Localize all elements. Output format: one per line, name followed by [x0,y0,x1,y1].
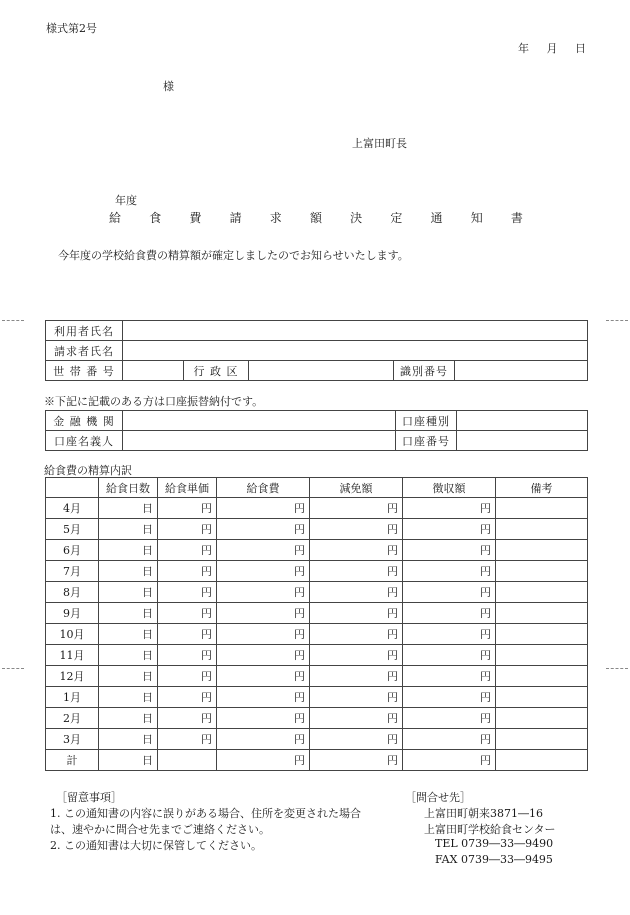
intro-text: 今年度の学校給食費の精算額が確定しましたのでお知らせいたします。 [58,249,409,262]
col-month [46,478,99,498]
cell-days[interactable]: 日 [99,561,158,582]
cell-reduction[interactable]: 円 [310,624,403,645]
cell-fee[interactable]: 円 [217,519,310,540]
contact-heading: ［問合せ先］ [405,791,471,804]
table-row [46,750,588,771]
cell-remarks[interactable] [496,645,588,666]
cell-collected[interactable]: 円 [403,750,496,771]
cell-remarks[interactable] [496,603,588,624]
table-row [46,561,588,582]
cell-days[interactable]: 日 [99,624,158,645]
cell-month: 12月 [46,666,99,687]
cell-remarks[interactable] [496,519,588,540]
title-char: 定 [390,211,403,225]
cell-reduction[interactable]: 円 [310,666,403,687]
cell-price[interactable]: 円 [158,519,217,540]
cell-days[interactable]: 日 [99,729,158,750]
cell-remarks[interactable] [496,687,588,708]
cut-line-left [2,668,24,669]
cell-price[interactable]: 円 [158,666,217,687]
cell-fee[interactable]: 円 [217,708,310,729]
table-row [46,624,588,645]
title-char: 通 [430,211,443,225]
title-char: 知 [470,211,483,225]
cell-collected[interactable]: 円 [403,624,496,645]
table-row [46,603,588,624]
district-field[interactable] [249,361,394,381]
contact-address: 上富田町朝来3871―16 [424,807,543,820]
cell-fee[interactable]: 円 [217,561,310,582]
col-reduction: 減免額 [310,478,403,498]
cell-month: 2月 [46,708,99,729]
cell-remarks[interactable] [496,540,588,561]
date-day: 日 [575,42,586,55]
table-row [46,687,588,708]
claimant-name-field[interactable] [123,341,588,361]
contact-office: 上富田町学校給食センター [424,823,556,836]
account-type-field[interactable] [457,411,588,431]
cell-reduction[interactable]: 円 [310,540,403,561]
breakdown-title: 給食費の精算内訳 [44,464,132,477]
cell-fee[interactable]: 円 [217,603,310,624]
cell-month: 9月 [46,603,99,624]
cell-days[interactable]: 日 [99,708,158,729]
cell-days[interactable]: 日 [99,498,158,519]
cell-fee[interactable]: 円 [217,498,310,519]
table-row [46,540,588,561]
cell-collected[interactable]: 円 [403,498,496,519]
bank-transfer-note: ※下記に記載のある方は口座振替納付です。 [44,395,264,408]
cell-month: 1月 [46,687,99,708]
title-char: 費 [189,211,202,225]
cell-remarks[interactable] [496,561,588,582]
title-char: 求 [269,211,282,225]
cell-month: 10月 [46,624,99,645]
title-char: 給 [109,211,122,225]
col-fee: 給食費 [217,478,310,498]
form-number: 様式第2号 [46,22,97,35]
cell-remarks[interactable] [496,666,588,687]
cell-days[interactable]: 日 [99,750,158,771]
cut-line-right [606,320,628,321]
cell-month: 4月 [46,498,99,519]
issuer-name: 上富田町長 [352,137,407,150]
issue-date [518,40,586,56]
cell-month: 計 [46,750,99,771]
document-title [109,209,523,226]
table-row [46,519,588,540]
cell-price[interactable]: 円 [158,624,217,645]
cell-days[interactable]: 日 [99,582,158,603]
cell-collected[interactable]: 円 [403,645,496,666]
cell-collected[interactable]: 円 [403,519,496,540]
cell-month: 8月 [46,582,99,603]
col-unit-price: 給食単価 [158,478,217,498]
cell-collected[interactable]: 円 [403,582,496,603]
date-year: 年 [518,42,529,55]
table-row [46,708,588,729]
cell-remarks[interactable] [496,582,588,603]
user-name-field[interactable] [123,321,588,341]
cell-price[interactable]: 円 [158,498,217,519]
cell-fee[interactable]: 円 [217,729,310,750]
breakdown-table [45,477,588,771]
cell-price[interactable]: 円 [158,540,217,561]
cell-month: 11月 [46,645,99,666]
id-no-label: 識別番号 [394,361,455,381]
cell-price[interactable]: 円 [158,582,217,603]
cell-fee[interactable]: 円 [217,624,310,645]
fiscal-year-label: 年度 [115,194,137,207]
cell-price[interactable]: 円 [158,729,217,750]
cell-fee[interactable]: 円 [217,687,310,708]
date-month: 月 [546,42,558,55]
col-days: 給食日数 [99,478,158,498]
cell-fee[interactable]: 円 [217,666,310,687]
cell-fee[interactable]: 円 [217,645,310,666]
account-holder-field[interactable] [123,431,396,451]
cell-reduction[interactable]: 円 [310,750,403,771]
account-no-field[interactable] [457,431,588,451]
title-char: 決 [350,211,363,225]
cell-month: 3月 [46,729,99,750]
account-holder-label: 口座名義人 [46,431,123,451]
table-row [46,582,588,603]
district-label: 行 政 区 [184,361,249,381]
cell-price[interactable]: 円 [158,687,217,708]
cell-reduction[interactable]: 円 [310,603,403,624]
id-no-field[interactable] [455,361,588,381]
cell-reduction[interactable]: 円 [310,561,403,582]
user-name-label: 利用者氏名 [46,321,123,341]
cell-remarks[interactable] [496,498,588,519]
bank-account-table [45,410,588,451]
note-item-1: 1. この通知書の内容に誤りがある場合、住所を変更された場合 [50,807,361,820]
notes-heading: ［留意事項］ [56,791,122,804]
cell-price[interactable]: 円 [158,645,217,666]
account-type-label: 口座種別 [396,411,457,431]
cell-reduction[interactable]: 円 [310,708,403,729]
note-item-1-cont: は、速やかに問合せ先までご連絡ください。 [50,823,270,836]
table-row [46,729,588,750]
cell-collected[interactable]: 円 [403,729,496,750]
cell-collected[interactable]: 円 [403,603,496,624]
col-remarks: 備考 [496,478,588,498]
cell-reduction[interactable]: 円 [310,498,403,519]
cell-price[interactable] [158,750,217,771]
cut-line-right [606,668,628,669]
cut-line-left [2,320,24,321]
cell-reduction[interactable]: 円 [310,645,403,666]
table-row [46,498,588,519]
cell-reduction[interactable]: 円 [310,582,403,603]
cell-collected[interactable]: 円 [403,708,496,729]
cell-days[interactable]: 日 [99,519,158,540]
cell-reduction[interactable]: 円 [310,687,403,708]
cell-days[interactable]: 日 [99,603,158,624]
title-char: 食 [149,211,162,225]
cell-remarks[interactable] [496,729,588,750]
breakdown-header-row [46,478,588,498]
col-collected: 徴収額 [403,478,496,498]
cell-month: 5月 [46,519,99,540]
cell-reduction[interactable]: 円 [310,729,403,750]
cell-price[interactable]: 円 [158,603,217,624]
institution-label: 金 融 機 関 [46,411,123,431]
table-row [46,666,588,687]
note-item-2: 2. この通知書は大切に保管してください。 [50,839,262,852]
cell-remarks[interactable] [496,708,588,729]
cell-price[interactable]: 円 [158,561,217,582]
cell-remarks[interactable] [496,624,588,645]
cell-days[interactable]: 日 [99,666,158,687]
cell-remarks[interactable] [496,750,588,771]
cell-reduction[interactable]: 円 [310,519,403,540]
cell-collected[interactable]: 円 [403,687,496,708]
title-char: 請 [229,211,242,225]
claimant-name-label: 請求者氏名 [46,341,123,361]
cell-month: 7月 [46,561,99,582]
account-no-label: 口座番号 [396,431,457,451]
title-char: 書 [510,211,523,225]
institution-field[interactable] [123,411,396,431]
household-no-label: 世 帯 番 号 [46,361,123,381]
household-no-field[interactable] [123,361,184,381]
cell-collected[interactable]: 円 [403,561,496,582]
contact-tel: TEL 0739―33―9490 [435,837,554,850]
table-row [46,645,588,666]
cell-month: 6月 [46,540,99,561]
cell-days[interactable]: 日 [99,540,158,561]
contact-fax: FAX 0739―33―9495 [435,853,553,866]
cell-fee[interactable]: 円 [217,582,310,603]
cell-days[interactable]: 日 [99,687,158,708]
cell-fee[interactable]: 円 [217,750,310,771]
cell-days[interactable]: 日 [99,645,158,666]
cell-collected[interactable]: 円 [403,540,496,561]
recipient-info-table [45,320,588,381]
cell-fee[interactable]: 円 [217,540,310,561]
addressee-suffix: 様 [163,80,174,93]
cell-collected[interactable]: 円 [403,666,496,687]
title-char: 額 [309,211,322,225]
cell-price[interactable]: 円 [158,708,217,729]
